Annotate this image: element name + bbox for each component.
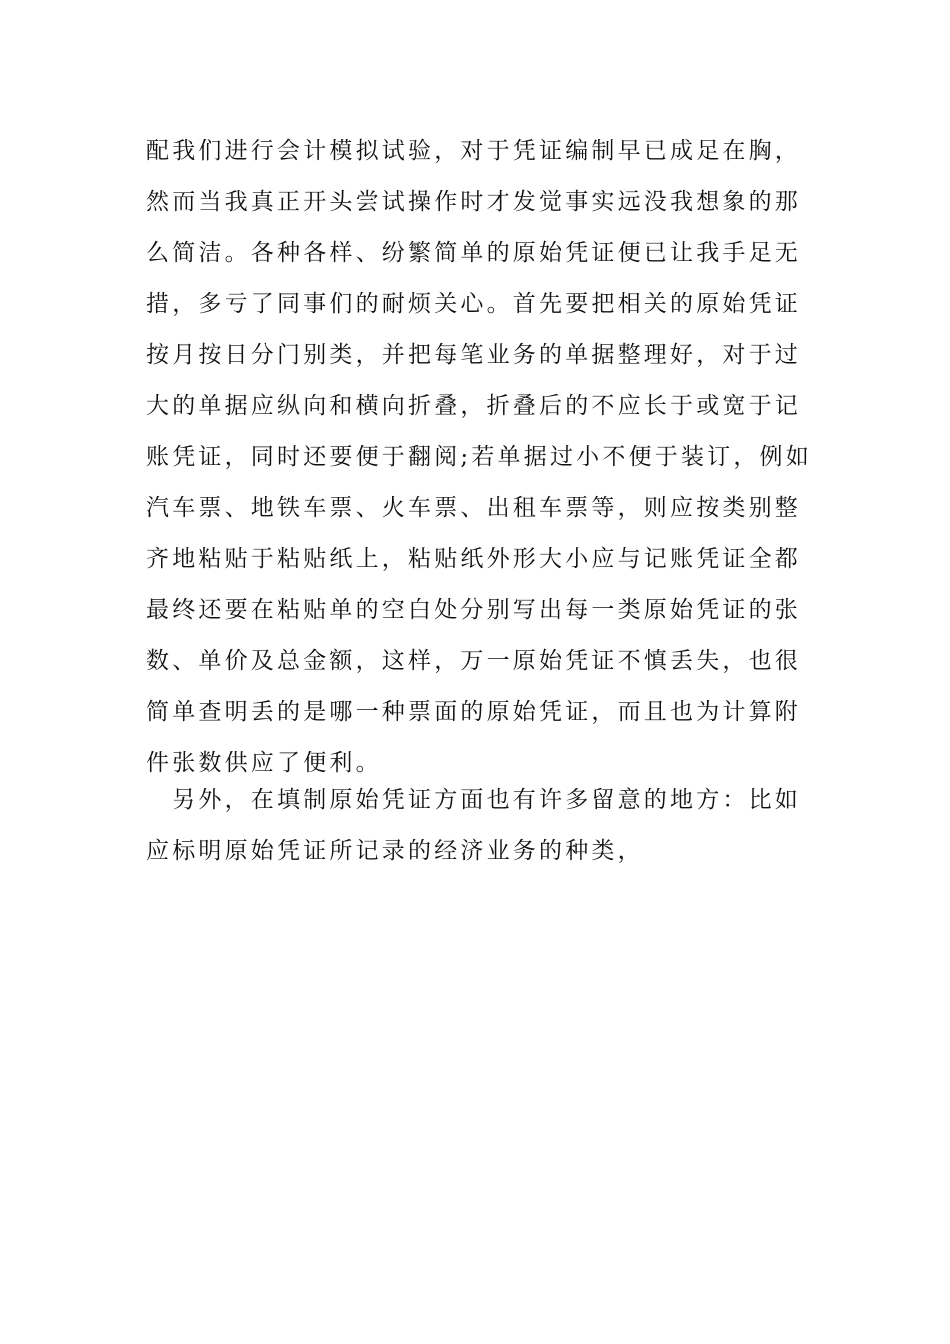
paragraph-line: 件张数供应了便利。 bbox=[146, 750, 382, 776]
paragraph-line: 按月按日分门别类，并把每笔业务的单据整理好，对于过 bbox=[146, 342, 801, 368]
paragraph-line: 然而当我真正开头尝试操作时才发觉事实远没我想象的那 bbox=[146, 189, 801, 215]
paragraph-line: 数、单价及总金额，这样，万一原始凭证不慎丢失，也很 bbox=[146, 648, 801, 674]
paragraph-line: 齐地粘贴于粘贴纸上，粘贴纸外形大小应与记账凭证全都 bbox=[146, 546, 801, 572]
paragraph-line: 汽车票、地铁车票、火车票、出租车票等，则应按类别整 bbox=[146, 495, 801, 521]
paragraph-line: 措，多亏了同事们的耐烦关心。首先要把相关的原始凭证 bbox=[146, 291, 801, 317]
paragraph-line: 简单查明丢的是哪一种票面的原始凭证，而且也为计算附 bbox=[146, 699, 801, 725]
paragraph-line: 配我们进行会计模拟试验，对于凭证编制早已成足在胸， bbox=[146, 138, 801, 164]
paragraph-1 bbox=[146, 126, 812, 789]
paragraph-line: 大的单据应纵向和横向折叠，折叠后的不应长于或宽于记 bbox=[146, 393, 801, 419]
paragraph-line: 应标明原始凭证所记录的经济业务的种类， bbox=[146, 838, 644, 864]
paragraph-line: 另外，在填制原始凭证方面也有许多留意的地方：比如 bbox=[146, 787, 801, 813]
paragraph-line: 么简洁。各种各样、纷繁简单的原始凭证便已让我手足无 bbox=[146, 240, 801, 266]
paragraph-2 bbox=[146, 775, 806, 877]
paragraph-line: 账凭证，同时还要便于翻阅;若单据过小不便于装订，例如 bbox=[146, 444, 812, 470]
paragraph-line: 最终还要在粘贴单的空白处分别写出每一类原始凭证的张 bbox=[146, 597, 801, 623]
